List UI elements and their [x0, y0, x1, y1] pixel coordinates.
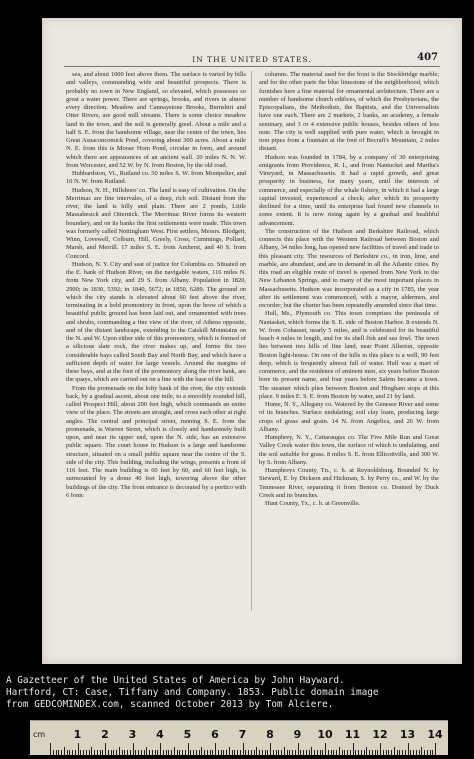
- ruler-tick: [276, 750, 277, 755]
- ruler-tick: [408, 743, 409, 755]
- ruler-tick: [391, 750, 392, 755]
- ruler-tick: [72, 750, 73, 755]
- ruler-tick: [237, 750, 238, 755]
- ruler-tick: [347, 750, 348, 755]
- left-column: [66, 71, 246, 616]
- ruler-number: 6: [211, 728, 219, 741]
- ruler-tick: [80, 750, 81, 755]
- ruler-number: 10: [317, 728, 333, 741]
- ruler-tick: [221, 750, 222, 755]
- ruler-tick: [380, 743, 381, 755]
- ruler-tick: [174, 747, 175, 755]
- ruler-tick: [78, 743, 79, 755]
- ruler-tick: [397, 750, 398, 755]
- ruler-tick: [303, 750, 304, 755]
- ruler-tick: [410, 750, 411, 755]
- ruler-tick: [369, 750, 370, 755]
- ruler-tick: [102, 750, 103, 755]
- ruler-tick: [314, 750, 315, 755]
- ruler-tick: [119, 747, 120, 755]
- ruler-tick: [432, 750, 433, 755]
- ruler-tick: [133, 743, 134, 755]
- ruler-tick: [240, 750, 241, 755]
- ruler-tick: [100, 750, 101, 755]
- ruler-tick: [218, 750, 219, 755]
- entry-hull-ms: Hull, Ms., Plymouth co. This town comprises the peninsula of Nantasket, which forms the S. E. side of Boston Harbor. It extends N. W. from Cohasset, nearly 5 miles, and is celebrated for its beautiful beach 4 miles in length, and for its shell fish and sea fowl. The town lies between two hills of fine land, near Point Allerton, opposite Boston light-house. On one of the hills in this place is a well, 90 feet deep, which is frequently almost full of water. Hull was a mart of commerce, and the residence of eminent men, six years before Boston bore its present name, and four years before Salem became a town. The steamer which plies between Boston and Hingham stops at this place. 9 miles E. S. E. from Boston by water, and 21 by land.: [259, 310, 439, 400]
- ruler-tick: [416, 750, 417, 755]
- column-divider: [251, 71, 252, 611]
- ruler-tick: [320, 750, 321, 755]
- ruler-tick: [215, 743, 216, 755]
- ruler-tick: [67, 750, 68, 755]
- ruler-tick: [344, 750, 345, 755]
- ruler-tick: [113, 750, 114, 755]
- ruler-tick: [421, 747, 422, 755]
- book-page: [42, 18, 462, 664]
- ruler-tick: [259, 750, 260, 755]
- ruler-number: 11: [344, 728, 361, 741]
- right-column: [259, 71, 439, 616]
- entry-hunt-county-tx: Hunt County, Tx., c. h. at Greenville.: [265, 500, 360, 507]
- ruler-tick: [212, 750, 213, 755]
- paragraph: The construction of the Hudson and Berkshire Railroad, which connects this place with the Western Railroad between Boston and Albany, 34 miles long, has opened new facilities of travel and trade to this pleasant city. The resources of Berkshire co., in iron, lime, and marble, are abundant, and are in demand in all the Atlantic cities. By this road an eligible route of travel is opened from New York to the New Lebanon Springs, and to many of the most important places in Massachusetts. Hudson was incorporated as a city in 1785, the year after its settlement was commenced, with a mayor, aldermen, and recorder; but the charter has been repeatedly amended since that time.: [259, 227, 439, 309]
- ruler-tick: [94, 750, 95, 755]
- ruler-tick: [284, 747, 285, 755]
- ruler-tick: [190, 750, 191, 755]
- ruler-tick: [331, 750, 332, 755]
- ruler-tick: [135, 750, 136, 755]
- ruler-tick: [254, 750, 255, 755]
- ruler-tick: [166, 750, 167, 755]
- ruler-tick: [339, 747, 340, 755]
- ruler-tick: [306, 750, 307, 755]
- ruler-tick: [322, 750, 323, 755]
- ruler-tick: [311, 747, 312, 755]
- ruler-tick: [199, 750, 200, 755]
- ruler-tick: [229, 747, 230, 755]
- ruler-tick: [86, 750, 87, 755]
- ruler-tick: [243, 743, 244, 755]
- ruler-tick: [262, 750, 263, 755]
- ruler-tick: [146, 747, 147, 755]
- ruler-number: 1: [73, 728, 82, 741]
- ruler-tick: [69, 750, 70, 755]
- page-number: 407: [417, 52, 438, 63]
- ruler-tick: [430, 750, 431, 755]
- ruler-number: 13: [399, 728, 416, 741]
- ruler-number: 2: [101, 728, 109, 741]
- ruler-tick: [424, 750, 425, 755]
- ruler-tick: [342, 750, 343, 755]
- ruler-tick: [207, 750, 208, 755]
- ruler-tick: [53, 750, 54, 755]
- ruler-tick: [300, 750, 301, 755]
- ruler-tick: [127, 750, 128, 755]
- ruler-tick: [188, 743, 189, 755]
- ruler-tick: [278, 750, 279, 755]
- ruler-tick: [361, 750, 362, 755]
- ruler-tick: [105, 743, 106, 755]
- ruler-tick: [405, 750, 406, 755]
- ruler-tick: [287, 750, 288, 755]
- running-head: IN THE UNITED STATES.: [192, 55, 312, 64]
- ruler-tick: [267, 750, 268, 755]
- ruler-tick: [177, 750, 178, 755]
- ruler-tick: [116, 750, 117, 755]
- entry-hubbardston-vt: Hubbardston, Vt., Rutland co. 50 miles S. W. from Montpelier, and 10 N. W. from Rutland.: [66, 170, 246, 186]
- ruler-tick: [89, 750, 90, 755]
- ruler-tick: [193, 750, 194, 755]
- ruler-number: 12: [372, 728, 388, 741]
- header-rule: [64, 66, 440, 67]
- ruler-tick: [97, 750, 98, 755]
- ruler-tick: [289, 750, 290, 755]
- ruler-number: 9: [293, 728, 302, 741]
- ruler-tick: [394, 747, 395, 755]
- ruler-tick: [232, 750, 233, 755]
- ruler-tick: [210, 750, 211, 755]
- ruler-tick: [201, 747, 202, 755]
- ruler-tick: [399, 750, 400, 755]
- scan-caption: A Gazetteer of the United States of America by John Hayward. Hartford, CT: Case, Tiffany and Company. 1853. Public domain image from GEDCOMINDEX.com, scanned October 2013 by Tom Alciere.: [6, 675, 379, 711]
- ruler-tick: [58, 750, 59, 755]
- ruler-tick: [355, 750, 356, 755]
- ruler-tick: [372, 750, 373, 755]
- ruler-tick: [141, 750, 142, 755]
- ruler-tick: [256, 747, 257, 755]
- ruler-tick: [182, 750, 183, 755]
- ruler-tick: [383, 750, 384, 755]
- ruler-tick: [124, 750, 125, 755]
- ruler-tick: [138, 750, 139, 755]
- ruler-tick: [366, 747, 367, 755]
- ruler-number: 4: [156, 728, 164, 741]
- ruler-tick: [196, 750, 197, 755]
- entry-humphrey-ny: Humphrey, N. Y., Cattaraugus co. The Five Mile Run and Great Valley Creek water this town, the surface of which is undulating, and the soil suitable for grass. 8 miles S. E. from Ellicottville, and 300 W. by S. from Albany.: [259, 434, 439, 466]
- ruler-tick: [413, 750, 414, 755]
- ruler-tick: [298, 743, 299, 755]
- ruler-tick: [56, 750, 57, 755]
- ruler-tick: [61, 750, 62, 755]
- ruler-number: 5: [183, 728, 192, 741]
- ruler-tick: [358, 750, 359, 755]
- ruler-tick: [163, 750, 164, 755]
- ruler-tick: [168, 750, 169, 755]
- ruler-tick: [309, 750, 310, 755]
- ruler-tick: [130, 750, 131, 755]
- ruler-tick: [388, 750, 389, 755]
- ruler-tick: [226, 750, 227, 755]
- ruler-tick: [171, 750, 172, 755]
- ruler-tick: [427, 750, 428, 755]
- ruler-tick: [375, 750, 376, 755]
- ruler-tick: [245, 750, 246, 755]
- ruler-tick: [402, 750, 403, 755]
- ruler-tick: [353, 743, 354, 755]
- ruler-number: 8: [266, 728, 274, 741]
- ruler-tick: [91, 747, 92, 755]
- ruler-tick: [75, 750, 76, 755]
- ruler-tick: [248, 750, 249, 755]
- ruler-tick: [265, 750, 266, 755]
- ruler-number: 14: [427, 728, 443, 741]
- ruler-tick: [273, 750, 274, 755]
- ruler-tick: [364, 750, 365, 755]
- ruler-tick: [157, 750, 158, 755]
- ruler-tick: [64, 747, 65, 755]
- ruler-tick: [295, 750, 296, 755]
- ruler-tick: [108, 750, 109, 755]
- ruler-tick: [152, 750, 153, 755]
- entry-humphreys-county-tn: Humphreys County, Tn., c. h. at Reynoldsburg. Bounded N. by Steward, E. by Dickson and Hickman, S. by Perry co., and W. by the Tennessee River, separating it from Benton co. Drained by Duck Creek and its branches.: [259, 467, 439, 499]
- paragraph: sea, and about 1000 feet above them. The surface is varied by hills and valleys, commanding wide and beautiful prospects. There is probably no town in New England, so elevated, which possesses so great a water power. There are springs, brooks, and rivers in almost every direction. Meadow and Cannaystone Brooks, Burnshirt and Otter Rivers, are good mill streams. There is some choice meadow land in the town, and the soil is generally good. About a mile and a half S. E. from the handsome village, near the centre of the town, lies Great Asnaconcomick Pond, covering about 300 acres. About a mile N. E. from this is Moose Horn Pond, circular in form, and around which there are appearances of an ancient wall. 20 miles N. N. W. from Worcester, and 52 W. by N. from Boston, by the old road.: [66, 71, 246, 169]
- ruler-tick: [122, 750, 123, 755]
- ruler-tick: [333, 750, 334, 755]
- ruler-tick: [325, 743, 326, 755]
- paragraph: From the promenade on the lofty bank of the river, the city extends back, by a gradual ascent, about one mile, to a smoothly rounded hill, called Prospect Hill, about 200 feet high, which commands an entire view of the place. The streets are straight, and cross each other at right angles. The central and principal street, running S. E. from the promenade, is Warren Street, which is closely and handsomely built upon, and near its upper end, upon the N. side, has an extensive public square. The court house in Hudson is a large and handsome structure, situated on a small public square near the centre of the S. side of the city. This building, including the wings, presents a front of 116 feet. The main building is 60 feet by 60, and 60 feet high, is surmounted by a dome 40 feet high, towering above the other buildings of the city. The front entrance is decorated by a portico with 6 Ionic: [66, 384, 246, 499]
- ruler-tick: [251, 750, 252, 755]
- ruler-tick: [350, 750, 351, 755]
- entry-hudson-ny: Hudson, N. Y. City and seat of justice for Columbia co. Situated on the E. bank of Hudson River, on the navigable waters, 116 miles N. from New York city, and 29 S. from Albany. Population in 1820, 2900; in 1830, 5392; in 1840, 5672; in 1850, 6289. The ground on which the city stands is elevated about 60 feet above the river, terminating in a bold promontory in front, upon the brow of which a beautiful public ground has been laid out, and ornamented with trees and shrubs, commanding a fine view of the river, of Athens opposite, and of the distant landscape, extending to the Catskill Mountains on the N. and W. Upon either side of this promontory, which is formed of a silicious slate rock, the river makes up, and forms the two considerable bays called South Bay and North Bay, and which have a sufficient depth of water for large vessels. Around the margins of these bays, and at the foot of the promontory along the river bank, are the quays, which are carried out on a line with the base of the hill.: [66, 260, 246, 384]
- ruler-tick: [336, 750, 337, 755]
- ruler-tick: [111, 750, 112, 755]
- ruler-tick: [155, 750, 156, 755]
- ruler-tick: [386, 750, 387, 755]
- ruler-tick: [317, 750, 318, 755]
- ruler-number: 3: [128, 728, 137, 741]
- ruler-tick: [270, 743, 271, 755]
- ruler-tick: [50, 743, 51, 755]
- entry-hume-ny: Hume, N. Y., Allegany co. Watered by the Genesee River and some of its branches. Surface undulating; soil clay loam, producing large crops of grass and grain. 14 N. from Angelica, and 26 W. from Albany.: [259, 401, 439, 433]
- ruler-tick: [419, 750, 420, 755]
- ruler-tick: [83, 750, 84, 755]
- ruler-tick: [179, 750, 180, 755]
- ruler-tick: [204, 750, 205, 755]
- ruler-tick: [435, 743, 436, 755]
- paragraph: columns. The material used for the front is the Stockbridge marble; and for the other parts the blue limestone of the neighborhood, which furnishes here a fine material for ornamental architecture. There are a number of handsome church edifices, of which the Presbyterians, the Episcopalians, the Methodists, the Baptists, and the Universalists have one each. There are 2 markets, 2 banks, an academy, a female seminary, and 3 or 4 extensive public houses, besides others of less note. The city is well supplied with pure water, which is brought in iron pipes from a fountain at the foot of Becraft's Mountain, 2 miles distant.: [259, 71, 439, 153]
- ruler-tick: [185, 750, 186, 755]
- scale-ruler: [30, 720, 448, 755]
- ruler-tick: [160, 743, 161, 755]
- ruler-tick: [377, 750, 378, 755]
- ruler-tick: [281, 750, 282, 755]
- ruler-tick: [149, 750, 150, 755]
- ruler-tick: [234, 750, 235, 755]
- ruler-tick: [328, 750, 329, 755]
- ruler-tick: [223, 750, 224, 755]
- entry-hudson-nh: Hudson, N. H., Hillsboro' co. The land is easy of cultivation. On the Merrimac are fine intervales, of a deep, rich soil. Distant from the river, the land is hilly and plain. There are 2 ponds, Little Massabesick and Otternick. The Merrimac River forms its western boundary, and on its banks the first settlements were made. This town was formerly called Nottingham West. First settlers, Messrs. Blodgett, Winn, Lovewell, Colburn, Hill, Greely, Cross, Cummings, Pollard, Marsh, and Merrill. 17 miles S. E. from Amherst, and 40 S. from Concord.: [66, 186, 246, 260]
- ruler-tick: [292, 750, 293, 755]
- paragraph: Hudson was founded in 1784, by a company of 30 enterprising emigrants from Providence, R. I., and from Nantucket and Martha's Vineyard, in Massachusetts. It had a rapid growth, and great prosperity in business, for many years, until the interests of commerce, and especially of the whale fishery, in which it had a large capital invested, experienced a check; after which its prosperity declined for a time, until its enterprise had found new channels to some extent. It is now rising again by a gradual and healthful advancement.: [259, 153, 439, 227]
- ruler-number: 7: [238, 728, 247, 741]
- ruler-tick: [144, 750, 145, 755]
- ruler-unit-label: cm: [33, 730, 46, 739]
